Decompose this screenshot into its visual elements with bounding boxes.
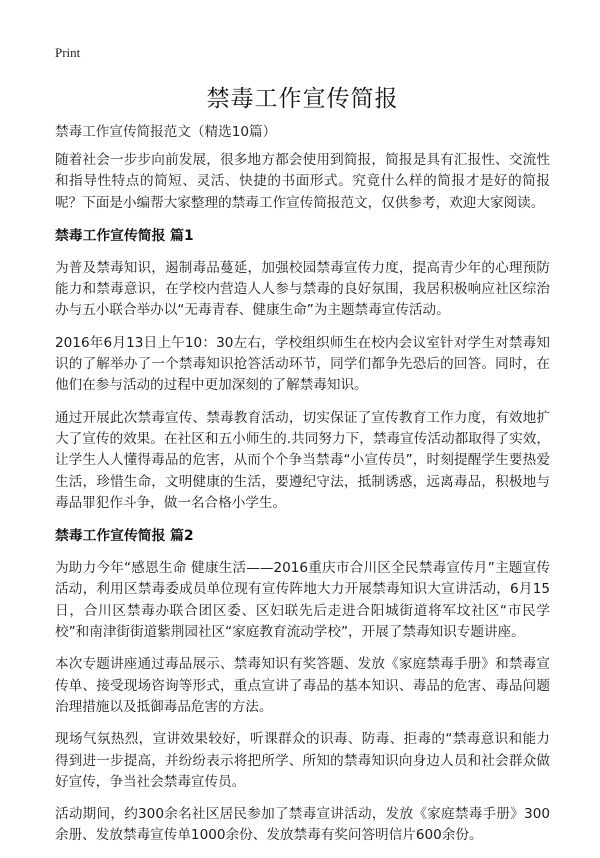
page-title: 禁毒工作宣传简报	[206, 86, 399, 112]
section-heading-1: 禁毒工作宣传简报 篇1	[55, 227, 194, 244]
paragraph: 2016年6月13日上午10：30左右，学校组织师生在校内会议室针对学生对禁毒知识的了解举办了一个禁毒知识抢答活动环节，同学们都争先恐后的回答。同时，在他们在参与活动的过程中更加深刻的了解禁毒知识。	[55, 334, 550, 394]
document-subtitle: 禁毒工作宣传简报范文（精选10篇）	[55, 124, 277, 140]
print-label[interactable]: Print	[55, 45, 81, 60]
intro-paragraph: 随着社会一步步向前发展，很多地方都会使用到简报，简报是具有汇报性、交流性和指导性特点的简短、灵活、快捷的书面形式。究竟什么样的简报才是好的简报呢？下面是小编帮大家整理的禁毒工作宣传简报范文，仅供参考，欢迎大家阅读。	[55, 152, 550, 211]
paragraph: 为普及禁毒知识，遏制毒品蔓延，加强校园禁毒宣传力度，提高青少年的心理预防能力和禁毒意识，在学校内营造人人参与禁毒的良好氛围，我居积极响应社区综治办与五小联合举办以“无毒青春、健康生命”为主题禁毒宣传活动。	[55, 259, 550, 319]
paragraph: 现场气氛热烈，宣讲效果较好，听课群众的识毒、防毒、拒毒的“禁毒意识和能力得到进一步提高，并纷纷表示将把所学、所知的禁毒知识向身边人员和社会群众做好宣传，争当社会禁毒宣传员。	[55, 731, 550, 790]
paragraph: 通过开展此次禁毒宣传、禁毒教育活动，切实保证了宣传教育工作力度，有效地扩大了宣传的效果。在社区和五小师生的.共同努力下，禁毒宣传活动都取得了实效，让学生人人懂得毒品的危害，从而个个争当禁毒“小宣传员”，时刻提醒学生要热爱生活，珍惜生命，文明健康的生活，要遵纪守法，抵制诱惑，远离毒品，积极地与毒品罪犯作斗争，做一名合格小学生。	[55, 409, 550, 511]
paragraph: 为助力今年“感恩生命 健康生活——2016重庆市合川区全民禁毒宣传月”主题宣传活动，利用区禁毒委成员单位现有宣传阵地大力开展禁毒知识大宣讲活动，6月15日，合川区禁毒办联合团区委、区妇联先后走进合阳城街道将军坟社区“市民学校”和南津街街道紫荆园社区“家庭教育流动学校”，开展了禁毒知识专题讲座。	[55, 560, 550, 641]
section-heading-2: 禁毒工作宣传简报 篇2	[55, 528, 194, 545]
paragraph: 活动期间，约300余名社区居民参加了禁毒宣讲活动，发放《家庭禁毒手册》300余册、发放禁毒宣传单1000余份、发放禁毒有奖问答明信片600余份。	[55, 806, 550, 844]
paragraph: 本次专题讲座通过毒品展示、禁毒知识有奖答题、发放《家庭禁毒手册》和禁毒宣传单、接受现场咨询等形式，重点宣讲了毒品的基本知识、毒品的危害、毒品问题治理措施以及抵御毒品危害的方法。	[55, 656, 550, 715]
document-body	[55, 150, 550, 858]
